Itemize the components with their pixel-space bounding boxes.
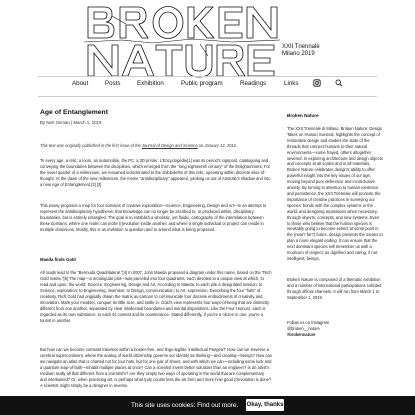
nav-readings[interactable]: Readings [240,80,267,87]
instagram-handle-link[interactable]: @broken__nature [287,325,320,331]
article-paragraph-3: All roads lead to the "Bermuda Quadrilateral."[4] In 2007, John Maeda proposed a diagram under this name, based on the "Rich Gold matrix."[5] The map—a rectangular plot—was parceled into four quadrants, each devoted to a unique view at which, to read and upon, the world: Science, Engineering, Design and Art. According to Maeda, to each pile a designated mission: to Science, exploration; to Engineering, invention; to Design, communication; to Art, expression. Describing the four "hats" of creativity, Rich Gold had originally drawn the matrix as-cartoon to communicate four discrete embodiments of creativity and innovation. Mark your mindset, conquer its little acre, and settle in. Gold's view represents four ways-of-being that are distinctly different from one another, separated by clear intellectual boundaries and mental dispositions. Like the Four Humors, each is regarded as its own substance, to each its content and its countenance. Stated differently, if you're a citizen in one, you're a tourist in another. [40,270,272,323]
search-icon[interactable] [335,79,343,87]
nav-posts[interactable]: Posts [105,80,121,87]
site-header [0,0,415,78]
note-prefix: This text was originally published in the first issue of the [40,143,142,148]
cookie-accept-label: Okay, thanks [246,402,284,408]
follow-label: Follow us on Instagram [287,320,330,325]
nav-public-program[interactable]: Public program [181,80,223,87]
cookie-notice-text[interactable]: This site uses cookies: Find out more. [131,402,239,409]
cookie-bar [0,396,415,415]
article-paragraph-2: This essay proposes a map for four domains of creative exploration—Science, Engineering, Design and Art—in an attempt to represent the antidisciplinary hypothesis: that knowledge can no longer be ascribed to, or produced within, disciplinary boundaries, but is entirely entangled. The goal is to establish a wholistic, yet fluidic, cartography of the interrelation between these domains, where one realm can incite (r)evolution inside another; and where a single individual or project can reside in multiple dominions. Mostly, this is an invitation to question and to amend what is being proposed. [40,203,267,232]
triennale-title: XXII Triennale [282,44,320,50]
article-note [40,143,272,148]
triennale-location: Milano 2019 [282,51,315,57]
nav-divider [38,96,377,97]
main-nav [0,80,415,94]
instagram-icon[interactable] [313,79,321,87]
article-paragraph-4: But how can we become constant travelers within a border-free, and lingo-legible 'intellectual Pangea?' How can we traverse a cerebral supercontinent, where the analog of world citizenship governs our identity as thinking—and creating—beings? How can we navigate an atlas that is charted not for four hats, but for one pair of shoes, and with which we can—including some luck and a quantum leap-of-faith—inhabit multiple places at once? Can a scientist invent better solutions than an engineer? Is an artist's medium really all that different from a scientist's? Are they simply two ways of operating in the world that are complementary and intertwined? Or, when practicing art, is perhaps what truly counts less the art form and more how good (r)evolution is done? A scientist might simply be a designer in reverse. [40,347,272,388]
sidebar-paragraph-1: The XXII Triennale di Milano, Broken Nature: Design Takes on Human Survival, highlights the concept of restorative design and studies the state of the threads that connect humans to their natural environments—some frayed, others altogether severed. In exploring architecture and design objects and concepts at all scales and in all materials, Broken Nature celebrates design's ability to offer powerful insight into the key issues of our age, moving beyond pure deference and inconclusive anxiety. By turning to attention to human existence and persistence, the XXII Triennale will promote the importance of creative practices in surveying our species' bonds with the complex systems in the world, and designing reparations when necessary, through objects, concepts, and new systems. Even to those who believe that the human species is inevitably going to become extinct at some point in the (near? far?) future, design presents the means to plan a more elegant ending. It can ensure that the next dominant species will remember us with a modicum of respect: as dignified and caring, if not intelligent, beings. [287,126,383,261]
triennale-label [282,44,320,58]
sidebar-follow [287,320,329,338]
cookie-accept-button[interactable] [246,399,284,411]
article-byline: By Neri Oxman | March 1, 2019 [40,120,102,125]
note-suffix: on January 13, 2016. [197,143,238,148]
hashtag-link[interactable]: #brokennature [287,331,316,337]
sidebar-title: Broken Nature [287,113,319,118]
nav-exhibition[interactable]: Exhibition [137,80,164,87]
sidebar-paragraph-2: Broken Nature is composed of a thematic exhibition and a number of international participations solicited through official channels. It will run from March 1 to September 1, 2019. [287,277,382,300]
nav-links[interactable]: Links [284,80,299,87]
nav-about[interactable]: About [72,80,89,87]
header-divider [38,76,377,77]
section-heading-maeda: Maeda finds Gold [40,257,76,262]
broken-nature-logo[interactable] [82,4,282,78]
article-title: Age of Entanglement [40,109,108,116]
article-paragraph-1: To every age, a relic: a loom, an automobile, the PC, a 3D printer. L'Encyclopédie[1] was its period's signpost, cataloguing and conveying the boundaries between the disciplines, which emerged from the "long eighteenth century" of the Enlightenment. For the novel quarter of a millennium, we remained indoctrinated to the shibboleths of this relic, operating within discrete silos-of-thought. At the dawn of the new millennium, the meme "antidisciplinary" appeared, yanking us out of Aristotle's shadow and into a new Age of Entanglement.[2] [3] [40,158,271,187]
journal-link[interactable]: Journal of Design and Science [141,143,198,148]
